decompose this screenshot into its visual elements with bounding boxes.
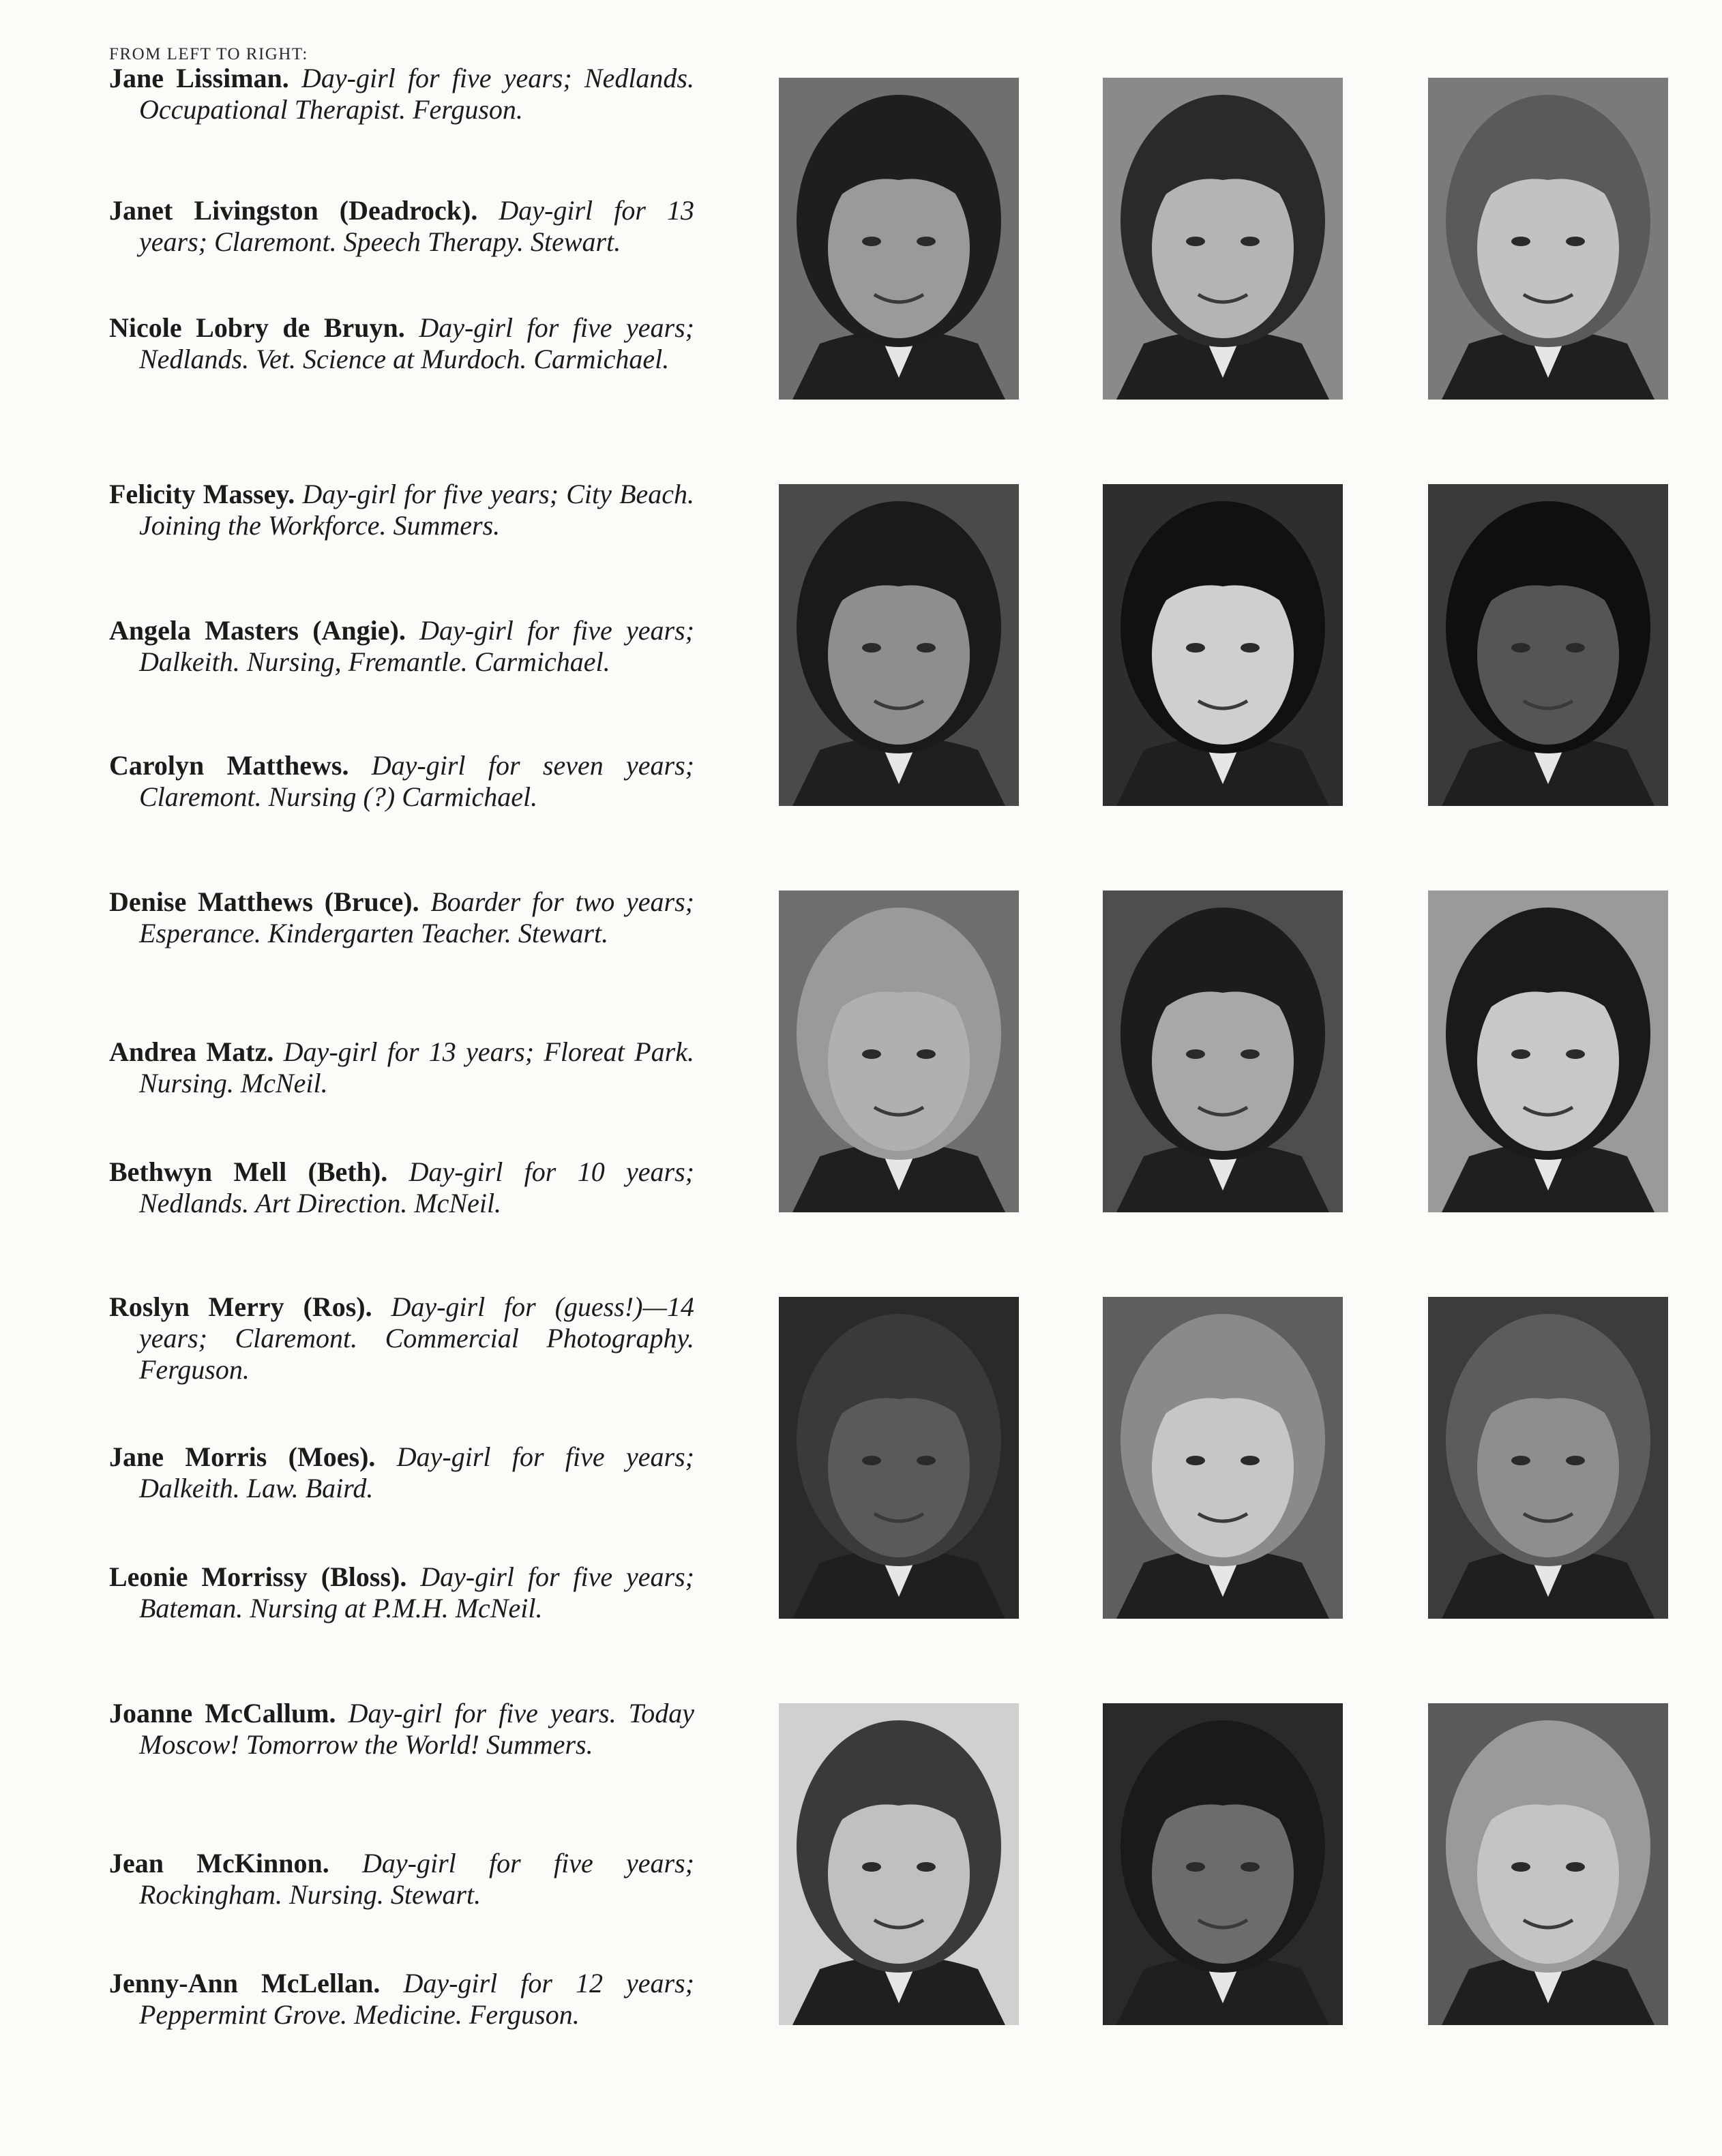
portrait-photo <box>779 890 1019 1212</box>
entry-desc: Day-girl for 10 years; Nedlands. Art Direction. McNeil. <box>139 1156 694 1218</box>
entry-3 <box>109 312 694 375</box>
entry-name: Jenny-Ann McLellan. <box>109 1968 381 1998</box>
entry-desc: Day-girl for five years; Dalkeith. Nursing, Fremantle. Carmichael. <box>139 615 694 677</box>
portrait-photo <box>779 1703 1019 2025</box>
entry-name: Joanne McCallum. <box>109 1698 336 1728</box>
entry-7 <box>109 886 694 949</box>
entry-desc: Day-girl for 12 years; Peppermint Grove. Medicine. Ferguson. <box>139 1968 694 2030</box>
entry-12 <box>109 1561 694 1624</box>
portrait-photo <box>1428 78 1668 400</box>
entry-desc: Day-girl for five years; City Beach. Joining the Workforce. Summers. <box>139 479 695 541</box>
portrait-photo <box>1428 484 1668 806</box>
entry-name: Jane Lissiman. <box>109 63 289 93</box>
entry-desc: Day-girl for five years. Today Moscow! Tomorrow the World! Summers. <box>139 1698 695 1760</box>
entry-name: Angela Masters (Angie). <box>109 615 406 646</box>
entry-name: Felicity Massey. <box>109 479 295 509</box>
portrait-photo <box>1428 890 1668 1212</box>
entry-10 <box>109 1291 694 1386</box>
entry-9 <box>109 1156 694 1219</box>
portrait-photo <box>1428 1297 1668 1619</box>
entry-1 <box>109 63 694 125</box>
entry-name: Janet Livingston (Deadrock). <box>109 195 478 226</box>
portrait-photo <box>779 1297 1019 1619</box>
portrait-photo <box>1103 484 1343 806</box>
entry-15 <box>109 1968 694 2031</box>
portrait-photo <box>779 78 1019 400</box>
entry-desc: Day-girl for 13 years; Claremont. Speech Therapy. Stewart. <box>139 195 694 257</box>
entry-14 <box>109 1848 694 1911</box>
entry-13 <box>109 1698 694 1761</box>
entry-name: Jane Morris (Moes). <box>109 1441 376 1472</box>
entry-name: Jean McKinnon. <box>109 1848 329 1878</box>
entry-desc: Day-girl for five years; Nedlands. Occupational Therapist. Ferguson. <box>139 63 695 125</box>
entry-desc: Day-girl for five years; Rockingham. Nursing. Stewart. <box>139 1848 694 1910</box>
entry-desc: Day-girl for five years; Nedlands. Vet. Science at Murdoch. Carmichael. <box>139 312 694 374</box>
entry-8 <box>109 1036 694 1099</box>
entry-name: Bethwyn Mell (Beth). <box>109 1156 388 1187</box>
entry-name: Denise Matthews (Bruce). <box>109 886 419 917</box>
entry-5 <box>109 615 694 678</box>
portrait-photo <box>1103 890 1343 1212</box>
entry-name: Roslyn Merry (Ros). <box>109 1291 372 1322</box>
entry-4 <box>109 479 694 541</box>
portrait-photo <box>779 484 1019 806</box>
entry-desc: Day-girl for 13 years; Floreat Park. Nursing. McNeil. <box>139 1036 694 1098</box>
entry-desc: Day-girl for five years; Bateman. Nursing at P.M.H. McNeil. <box>139 1561 694 1623</box>
portrait-photo <box>1103 78 1343 400</box>
portrait-photo <box>1103 1297 1343 1619</box>
entry-desc: Day-girl for five years; Dalkeith. Law. Baird. <box>139 1441 694 1503</box>
entry-name: Nicole Lobry de Bruyn. <box>109 312 405 343</box>
entry-2 <box>109 195 694 258</box>
entry-name: Carolyn Matthews. <box>109 750 349 781</box>
entry-name: Andrea Matz. <box>109 1036 274 1067</box>
entry-desc: Day-girl for (guess!)—14 years; Claremont. Commercial Photography. Ferguson. <box>139 1291 694 1385</box>
entry-desc: Boarder for two years; Esperance. Kindergarten Teacher. Stewart. <box>139 886 695 948</box>
portrait-photo <box>1103 1703 1343 2025</box>
entry-name: Leonie Morrissy (Bloss). <box>109 1561 407 1592</box>
entry-desc: Day-girl for seven years; Claremont. Nursing (?) Carmichael. <box>139 750 694 812</box>
portrait-photo <box>1428 1703 1668 2025</box>
caption-header: FROM LEFT TO RIGHT: <box>109 45 308 63</box>
entry-6 <box>109 750 694 813</box>
entry-11 <box>109 1441 694 1504</box>
